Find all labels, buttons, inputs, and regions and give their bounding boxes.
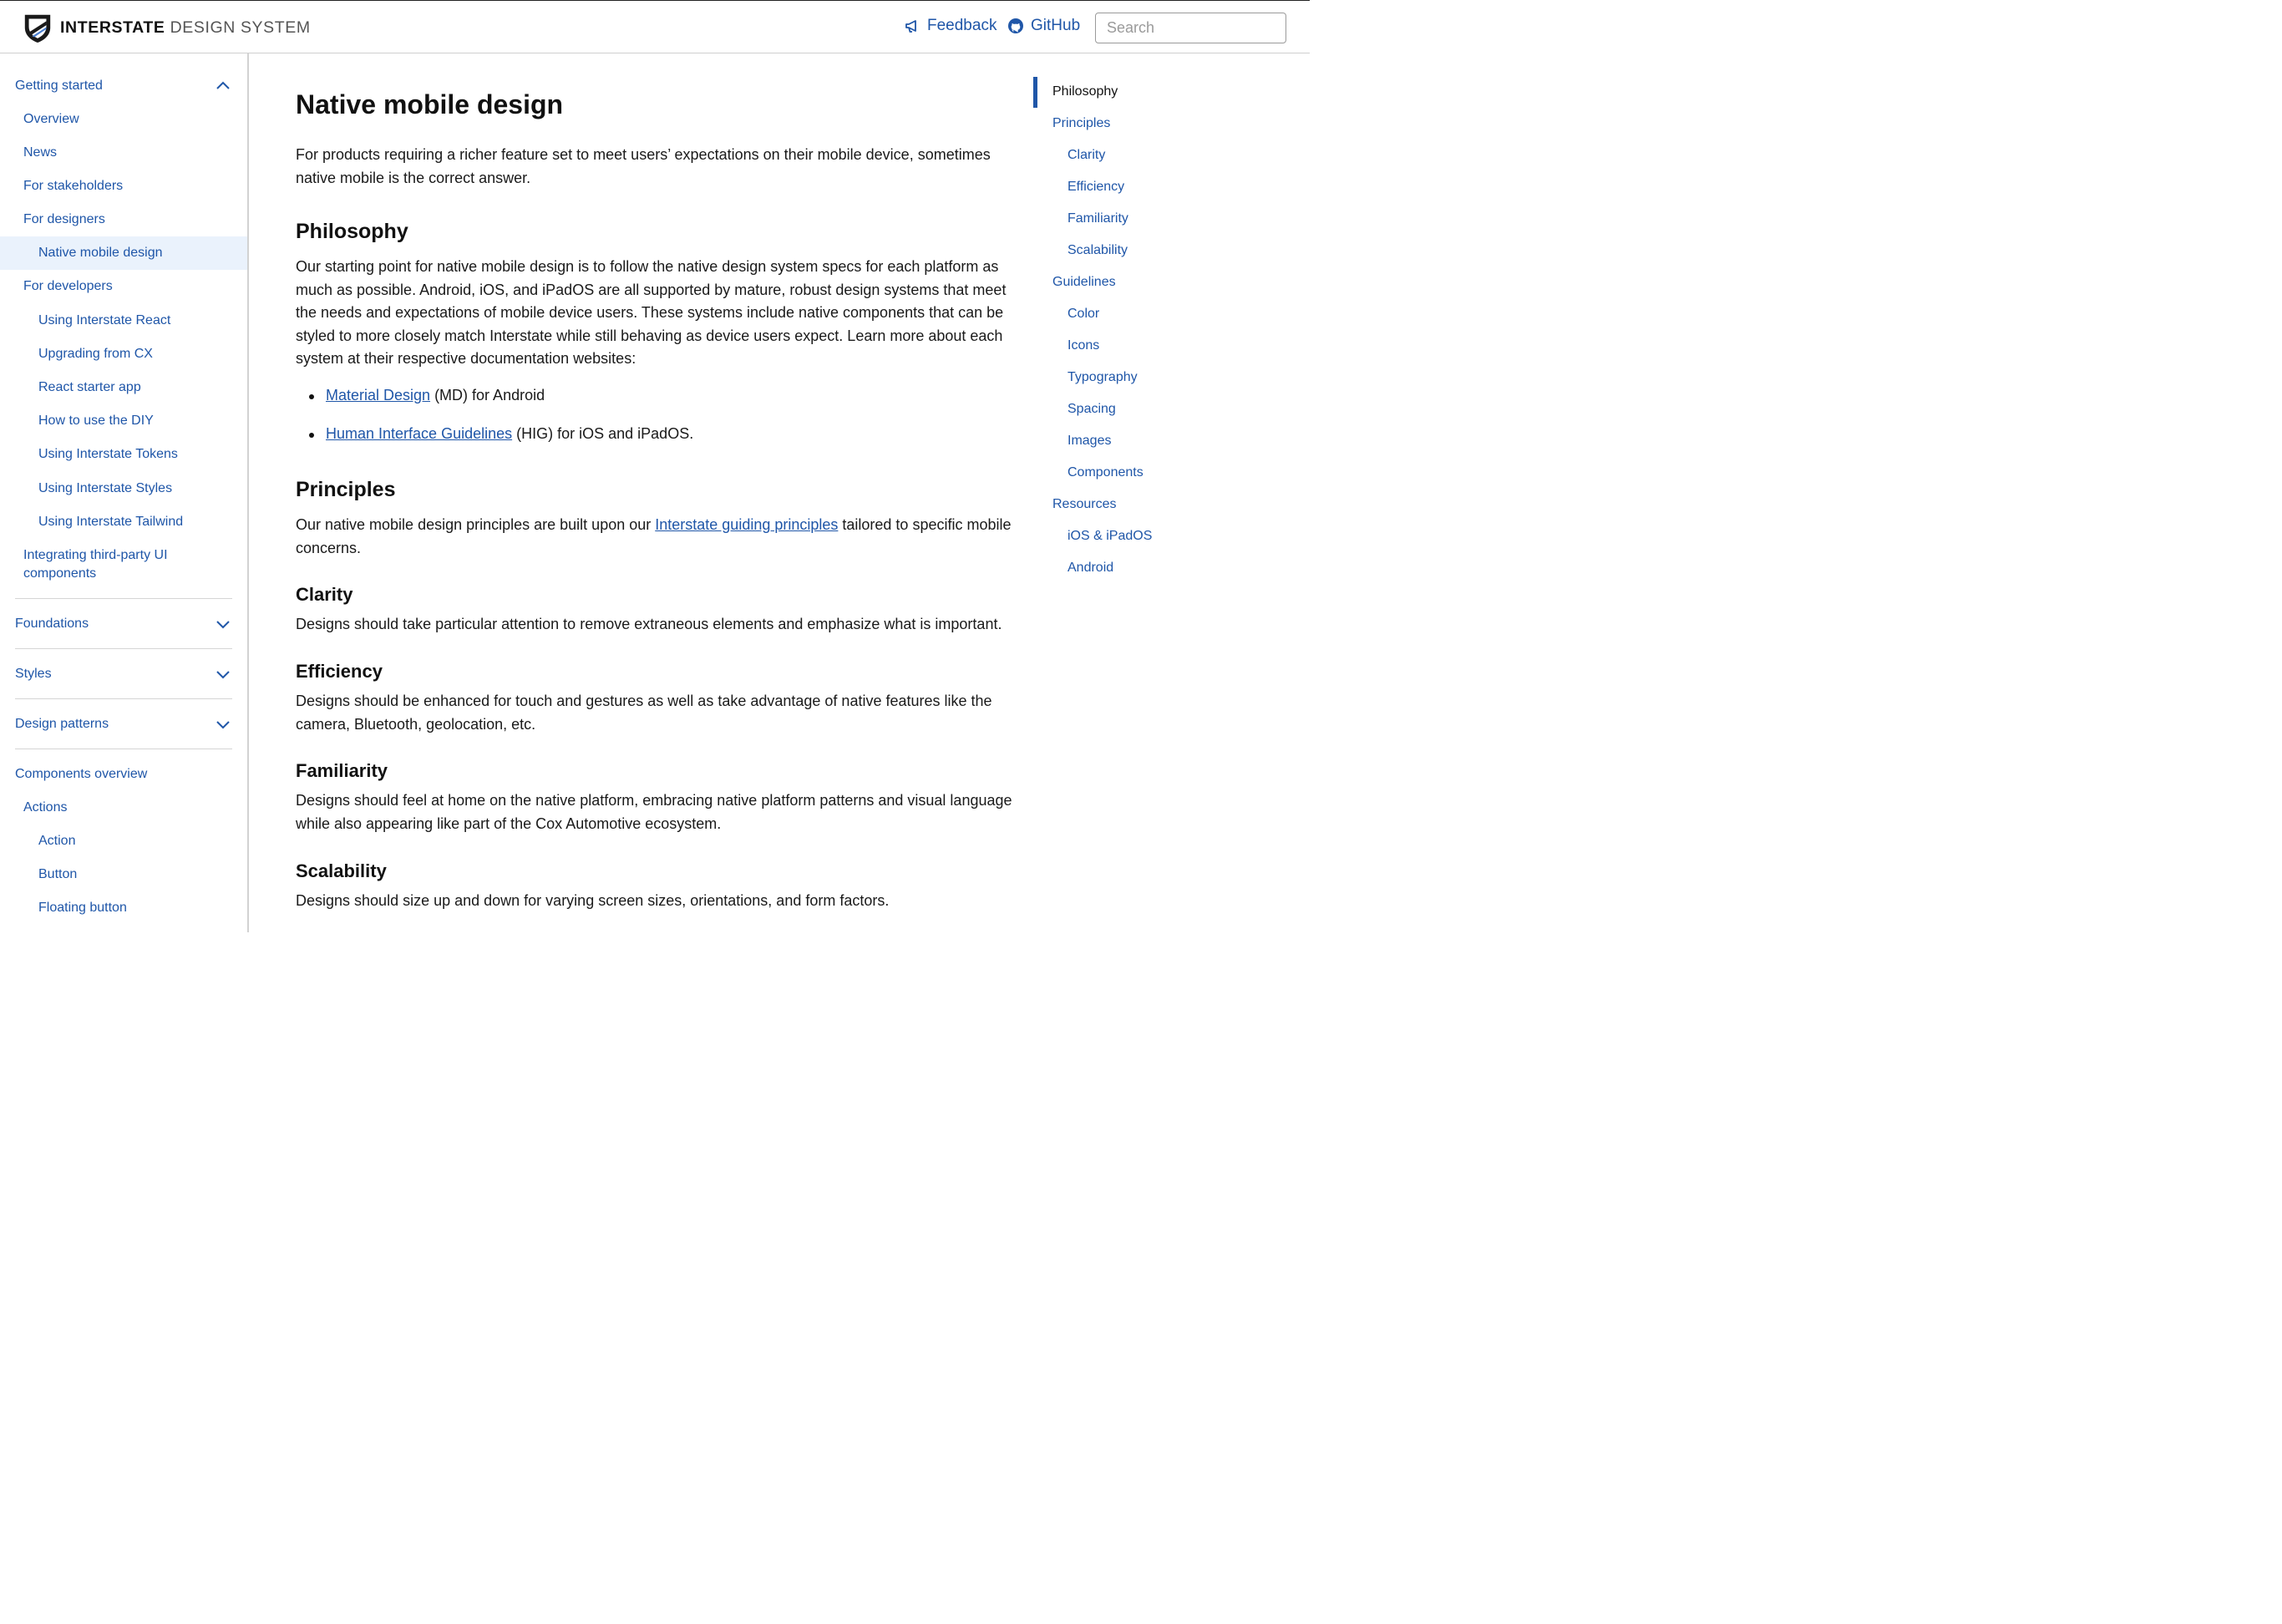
sidebar-item-button[interactable]: Button xyxy=(38,867,78,881)
clarity-heading: Clarity xyxy=(296,584,353,605)
sidebar-item-for-stakeholders[interactable]: For stakeholders xyxy=(23,179,124,193)
efficiency-paragraph: Designs should be enhanced for touch and gestures as well as take advantage of native features like the camera, Bluetooth, geolocation, etc. xyxy=(296,693,992,733)
sidebar-item-native-mobile-design: Native mobile design xyxy=(38,246,163,260)
toc-item-clarity[interactable]: Clarity xyxy=(1067,148,1106,162)
sidebar-item-using-interstate-styles[interactable]: Using Interstate Styles xyxy=(38,481,173,495)
github-icon xyxy=(1007,18,1024,34)
sidebar-item-label-line1: Integrating third-party UI xyxy=(23,548,168,562)
sidebar-section-styles[interactable]: Styles xyxy=(15,667,52,681)
feedback-label: Feedback xyxy=(927,17,997,34)
list-item xyxy=(309,425,693,443)
principles-text: tailored to specific mobile concerns. xyxy=(296,516,1012,556)
sidebar-divider xyxy=(15,598,232,599)
sidebar-section-foundations[interactable]: Foundations xyxy=(15,617,89,631)
philosophy-paragraph: Our starting point for native mobile design is to follow the native design system specs for each platform as much as possible. Android, iOS, and iPadOS are all supported by mature, robust design systems that meet the needs and expectations of mobile device users. These systems include native components that can be styled to more closely match Interstate while still behaving as device users expect. Learn more about each system at their respective documentation websites: xyxy=(296,258,1007,368)
sidebar-nav xyxy=(0,53,249,932)
toc-item-ios-ipados[interactable]: iOS & iPadOS xyxy=(1067,529,1153,543)
list-item-text: (MD) for Android xyxy=(430,387,545,403)
toc-item-color[interactable]: Color xyxy=(1067,307,1100,321)
chevron-up-icon[interactable] xyxy=(216,79,231,94)
sidebar-item-active-highlight[interactable] xyxy=(0,236,247,270)
intro-paragraph: For products requiring a richer feature set to meet users’ expectations on their mobile device, sometimes native mobile is the correct answer. xyxy=(296,146,991,186)
sidebar-item-using-interstate-react[interactable]: Using Interstate React xyxy=(38,313,171,327)
shield-logo-icon xyxy=(22,12,53,43)
sidebar-item-actions[interactable]: Actions xyxy=(23,800,68,815)
sidebar-divider xyxy=(15,648,232,649)
philosophy-heading: Philosophy xyxy=(296,220,408,243)
megaphone-icon xyxy=(904,18,920,34)
sidebar-section-components-overview[interactable]: Components overview xyxy=(15,767,148,781)
efficiency-heading: Efficiency xyxy=(296,661,383,682)
toc-item-resources[interactable]: Resources xyxy=(1052,497,1117,511)
sidebar-item-using-interstate-tokens[interactable]: Using Interstate Tokens xyxy=(38,447,178,461)
sidebar-divider xyxy=(15,698,232,699)
toc-item-familiarity[interactable]: Familiarity xyxy=(1067,211,1128,226)
familiarity-paragraph: Designs should feel at home on the native platform, embracing native platform patterns and visual language while also appearing like part of the Cox Automotive ecosystem. xyxy=(296,792,1012,832)
chevron-down-icon[interactable] xyxy=(216,617,231,632)
top-header xyxy=(0,0,1310,53)
toc-item-android[interactable]: Android xyxy=(1067,561,1114,575)
toc-item-components[interactable]: Components xyxy=(1067,465,1144,480)
chevron-down-icon[interactable] xyxy=(216,667,231,682)
chevron-down-icon[interactable] xyxy=(216,717,231,732)
list-item xyxy=(309,387,545,404)
toc-active-indicator xyxy=(1033,77,1037,108)
sidebar-item-how-to-use-diy[interactable]: How to use the DIY xyxy=(38,414,154,428)
sidebar-item-news[interactable]: News xyxy=(23,145,58,160)
scalability-paragraph: Designs should size up and down for varying screen sizes, orientations, and form factors. xyxy=(296,892,890,909)
toc-item-philosophy[interactable]: Philosophy xyxy=(1052,84,1118,99)
feedback-link[interactable] xyxy=(904,17,996,35)
toc-item-principles[interactable]: Principles xyxy=(1052,116,1111,130)
hig-link[interactable]: Human Interface Guidelines xyxy=(326,425,513,442)
sidebar-item-react-starter-app[interactable]: React starter app xyxy=(38,380,141,394)
sidebar-item-integrating-third-party[interactable] xyxy=(23,546,168,583)
sidebar-item-for-designers[interactable]: For designers xyxy=(23,212,105,226)
github-link[interactable] xyxy=(1007,17,1080,35)
sidebar-item-for-developers[interactable]: For developers xyxy=(23,279,113,293)
principles-paragraph xyxy=(296,514,1014,560)
github-label: GitHub xyxy=(1031,17,1081,34)
list-item-text: (HIG) for iOS and iPadOS. xyxy=(512,425,694,442)
sidebar-item-floating-button[interactable]: Floating button xyxy=(38,901,127,915)
brand-name: INTERSTATE DESIGN SYSTEM xyxy=(60,18,311,37)
toc-item-icons[interactable]: Icons xyxy=(1067,338,1100,353)
sidebar-item-using-interstate-tailwind[interactable]: Using Interstate Tailwind xyxy=(38,515,184,529)
sidebar-item-action[interactable]: Action xyxy=(38,834,76,848)
principles-heading: Principles xyxy=(296,478,396,501)
search-input[interactable] xyxy=(1095,13,1286,43)
sidebar-section-getting-started[interactable]: Getting started xyxy=(15,79,103,93)
clarity-paragraph: Designs should take particular attention to remove extraneous elements and emphasize what is important. xyxy=(296,616,1002,632)
toc-item-guidelines[interactable]: Guidelines xyxy=(1052,275,1116,289)
material-design-link[interactable]: Material Design xyxy=(326,387,431,403)
page-title: Native mobile design xyxy=(296,89,564,119)
toc-item-images[interactable]: Images xyxy=(1067,434,1112,448)
sidebar-item-overview[interactable]: Overview xyxy=(23,112,79,126)
principles-text: Our native mobile design principles are built upon our xyxy=(296,516,656,533)
scalability-heading: Scalability xyxy=(296,860,387,881)
guiding-principles-link[interactable]: Interstate guiding principles xyxy=(655,516,839,533)
toc-item-typography[interactable]: Typography xyxy=(1067,370,1138,384)
toc-item-efficiency[interactable]: Efficiency xyxy=(1067,180,1125,194)
sidebar-item-upgrading-from-cx[interactable]: Upgrading from CX xyxy=(38,347,153,361)
toc-item-spacing[interactable]: Spacing xyxy=(1067,402,1116,416)
familiarity-heading: Familiarity xyxy=(296,760,388,781)
sidebar-item-label-line2: components xyxy=(23,566,97,581)
brand-logo[interactable] xyxy=(22,12,311,43)
sidebar-section-design-patterns[interactable]: Design patterns xyxy=(15,717,109,731)
toc-item-scalability[interactable]: Scalability xyxy=(1067,243,1128,257)
